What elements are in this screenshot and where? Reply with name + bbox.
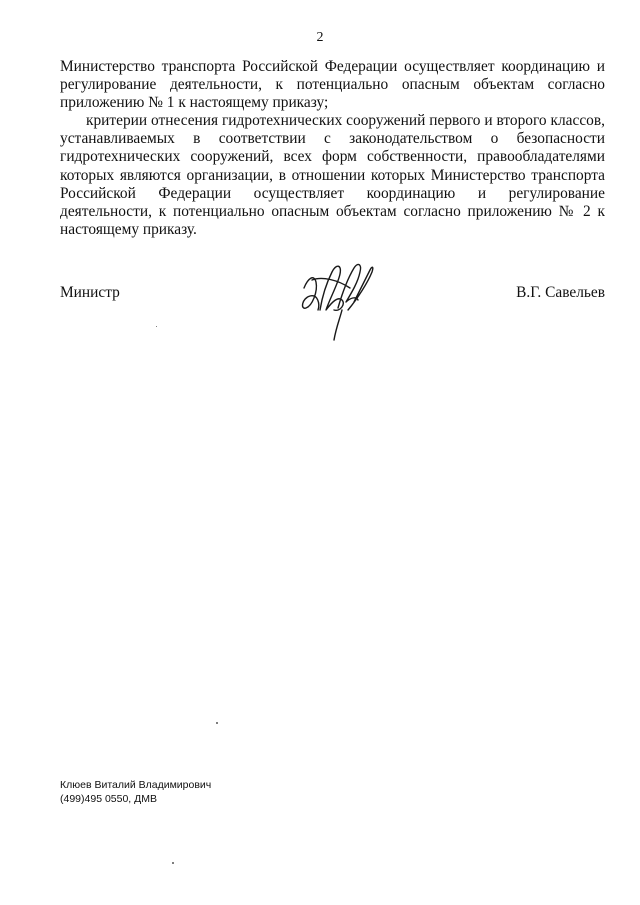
contact-block	[60, 778, 211, 806]
scan-speck	[172, 862, 174, 864]
paragraph-1: Министерство транспорта Российской Федерации осуществляет координацию и регулирование деятельности, к потенциально опасным объектам согласно приложению № 1 к настоящему приказу;	[60, 58, 605, 112]
contact-name: Клюев Виталий Владимирович	[60, 779, 212, 791]
signatory-name: В.Г. Савельев	[516, 284, 605, 301]
scan-speck	[216, 722, 218, 724]
signatory-title: Министр	[60, 284, 120, 301]
handwritten-signature	[298, 258, 378, 342]
document-body	[60, 58, 605, 239]
scan-speck	[156, 326, 157, 327]
page-number: 2	[316, 30, 324, 45]
contact-phone: (499)495 0550, ДМВ	[60, 793, 158, 805]
paragraph-2: критерии отнесения гидротехнических сооружений первого и второго классов, устанавливаемых в соответствии с законодательством о безопасности гидротехнических сооружений, всех форм собственности, правообладателями которых являются организации, в отношении которых Министерство транспорта Российской Федерации осуществляет координацию и регулирование деятельности, к потенциально опасным объектам согласно приложению № 2 к настоящему приказу.	[60, 112, 605, 238]
